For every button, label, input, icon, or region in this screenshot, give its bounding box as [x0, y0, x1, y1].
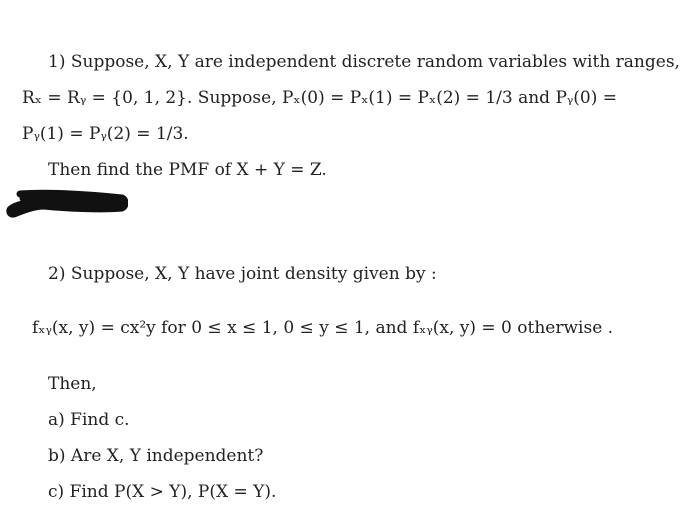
problem-2-part-c: c) Find P(X > Y), P(X = Y). — [48, 482, 277, 502]
problem-2-part-b: b) Are X, Y independent? — [48, 446, 264, 466]
problem-1-line-1: 1) Suppose, X, Y are independent discrete random variables with ranges, — [48, 52, 680, 72]
problem-2-then: Then, — [48, 374, 97, 394]
problem-2-line-1: 2) Suppose, X, Y have joint density given by : — [48, 264, 437, 284]
redaction-scribble — [4, 188, 128, 218]
problem-1-line-4: Then find the PMF of X + Y = Z. — [48, 160, 327, 180]
problem-1-line-3: Pᵧ(1) = Pᵧ(2) = 1/3. — [22, 124, 189, 144]
problem-2-density: fₓᵧ(x, y) = cx²y for 0 ≤ x ≤ 1, 0 ≤ y ≤ 1, and fₓᵧ(x, y) = 0 otherwise . — [32, 318, 614, 338]
problem-2-part-a: a) Find c. — [48, 410, 130, 430]
problem-1-line-2: Rₓ = Rᵧ = {0, 1, 2}. Suppose, Pₓ(0) = Pₓ(1) = Pₓ(2) = 1/3 and Pᵧ(0) = — [22, 88, 618, 108]
